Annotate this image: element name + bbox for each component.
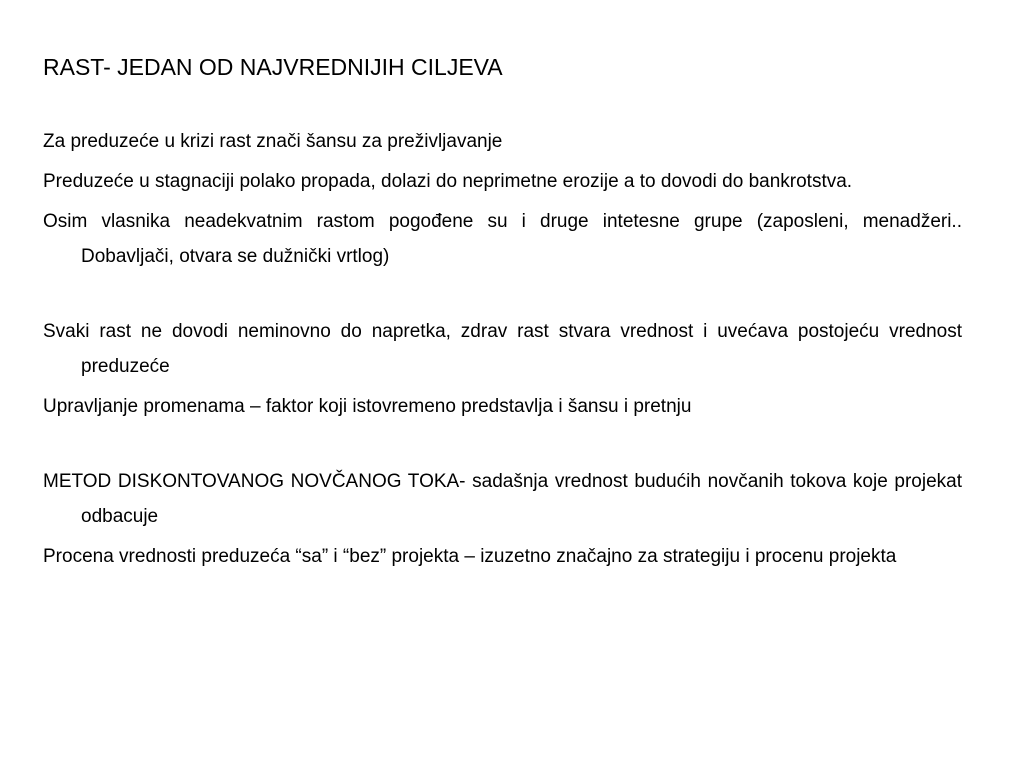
paragraph-dcf-method: METOD DISKONTOVANOG NOVČANOG TOKA- sadašnja vrednost budućih novčanih tokova koje projekat odbacuje bbox=[43, 471, 962, 527]
paragraph-project-valuation: Procena vrednosti preduzeća “sa” i “bez” projekta – izuzetno značajno za strategiju i procenu projekta bbox=[43, 546, 897, 567]
paragraph-healthy-growth: Svaki rast ne dovodi neminovno do napretka, zdrav rast stvara vrednost i uvećava postojeću vrednost preduzeće bbox=[43, 321, 962, 377]
slide-title: RAST- JEDAN OD NAJVREDNIJIH CILJEVA bbox=[43, 54, 503, 80]
paragraph-stagnation: Preduzeće u stagnaciji polako propada, dolazi do neprimetne erozije a to dovodi do bankrotstva. bbox=[43, 171, 853, 192]
paragraph-change-management: Upravljanje promenama – faktor koji istovremeno predstavlja i šansu i pretnju bbox=[43, 396, 692, 417]
slide-body bbox=[43, 124, 962, 574]
paragraph-interest-groups: Osim vlasnika neadekvatnim rastom pogođene su i druge intetesne grupe (zaposleni, menadžeri.. Dobavljači, otvara se dužnički vrtlog) bbox=[43, 211, 962, 267]
paragraph-crisis-growth: Za preduzeće u krizi rast znači šansu za preživljavanje bbox=[43, 131, 503, 152]
